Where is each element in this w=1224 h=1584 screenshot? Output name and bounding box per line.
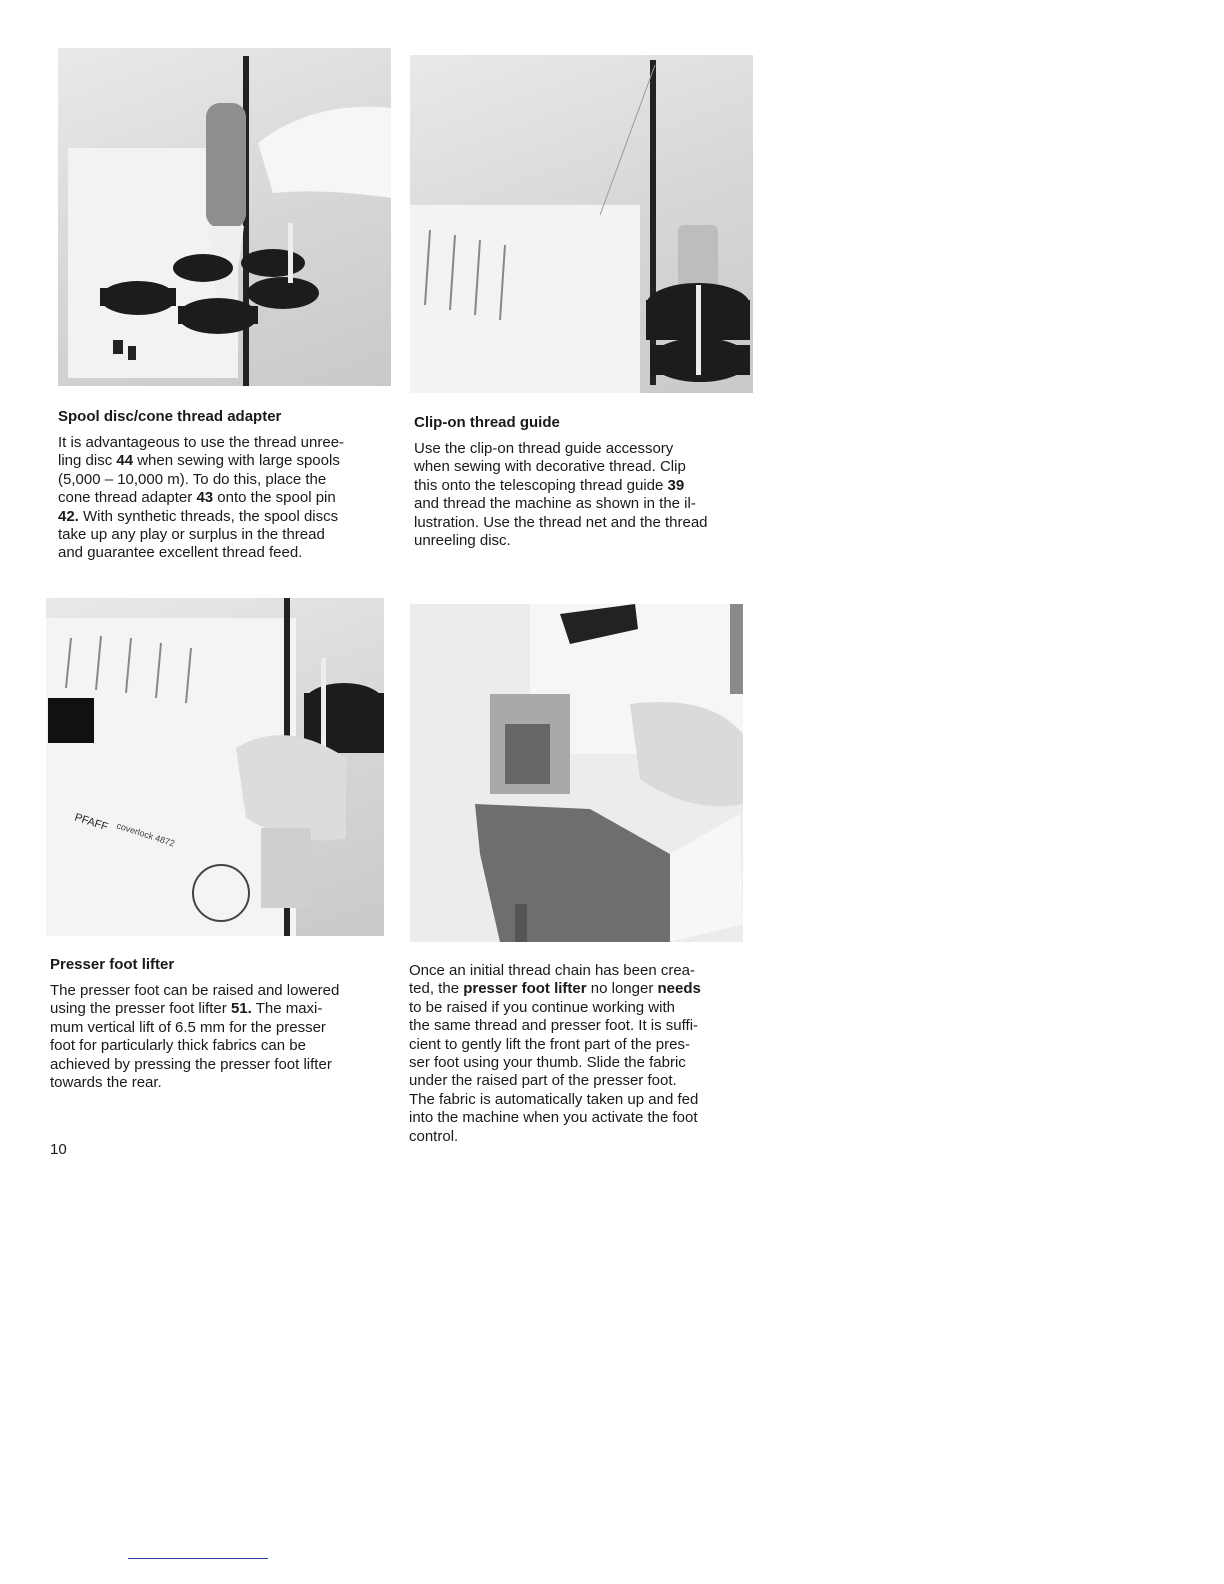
photo-clip-on-guide [410, 55, 753, 393]
heading-presser-foot-lifter: Presser foot lifter [50, 956, 175, 973]
text-spool-adapter: It is advantageous to use the thread unree- ling disc 44 when sewing with large spools (5,000 – 10,000 m). To do this, place the cone thread adapter 43 onto the spool pin 42. With synthetic threads, the spool discs take up any play or surplus in the thread and guarantee excellent thread feed. [58, 434, 345, 562]
text-clip-on-guide: Use the clip-on thread guide accessory when sewing with decorative thread. Clip this onto the telescoping thread guide 39 and thread the machine as shown in the il- lustration. Use the thread net and the thread unreeling disc. [414, 440, 708, 550]
model-name-text: coverlock 4872 [115, 820, 177, 849]
text-presser-foot-lifter: The presser foot can be raised and lowered using the presser foot lifter 51. The maxi- mum vertical lift of 6.5 mm for the presser foot for particularly thick fabrics can be achieved by pressing the presser foot lifter towards the rear. [50, 982, 340, 1092]
footer-rule [128, 1558, 268, 1559]
photo-fabric-feed [410, 604, 743, 942]
photo-spool-discs [58, 48, 391, 386]
photo-presser-foot-lifter [46, 598, 384, 936]
page-number: 10 [50, 1141, 67, 1158]
heading-spool-adapter: Spool disc/cone thread adapter [58, 408, 282, 425]
text-thread-chain: Once an initial thread chain has been crea- ted, the presser foot lifter no longer needs to be raised if you continue working with the same thread and presser foot. It is suffi- cient to gently lift the front part of the pres- ser foot using your thumb. Slide the fabric under the raised part of the presser foot. The fabric is automatically taken up and fed into the machine when you activate the foot control. [409, 962, 701, 1145]
pfaff-logo-text: PFAFF [73, 811, 110, 834]
heading-clip-on-guide: Clip-on thread guide [414, 414, 560, 431]
